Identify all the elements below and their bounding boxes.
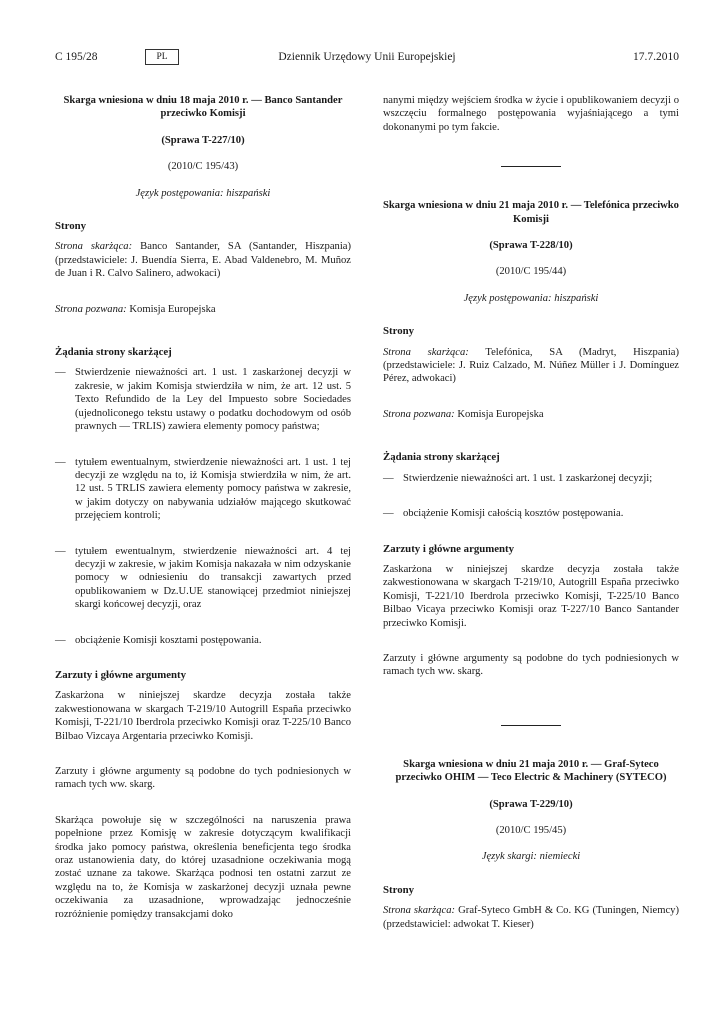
case-reference: (2010/C 195/43) <box>167 161 239 173</box>
defendant-label: Strona pozwana: <box>55 303 127 315</box>
language-of-case <box>55 187 351 200</box>
defendant-paragraph: Strona pozwana: Komisja Europejska <box>383 408 544 420</box>
right-column <box>383 94 679 931</box>
section-heading-pleas: Zarzuty i główne argumenty <box>55 668 187 681</box>
left-column <box>55 94 351 921</box>
section-heading-parties: Strony <box>55 220 86 233</box>
language-value: hiszpański <box>226 187 271 199</box>
pleas-paragraph: Zaskarżona w niniejszej skardze decyzja została także zakwestionowana w skargach T-219/10 Autogrill España przeciwko Komisji, T-221/10 Iberdrola przeciwko Komisji oraz T-225/10 Banco Bilbao Vizcaya Argentaria przeciwko Komisji. <box>55 690 351 742</box>
applicant-paragraph: Strona skarżąca: Graf-Syteco GmbH & Co. KG (Tuningen, Niemcy) (przedstawiciel: adwokat T. Kieser) <box>383 905 679 930</box>
pleas-paragraph: Zarzuty i główne argumenty są podobne do tych podniesionych w ramach tych ww. skarg. <box>55 766 351 791</box>
section-heading-parties: Strony <box>383 325 414 338</box>
case-number: (Sprawa T-229/10) <box>489 798 573 810</box>
claim-item: — Stwierdzenie nieważności art. 1 ust. 1 zaskarżonej decyzji; <box>383 472 653 484</box>
applicant-text: Banco Santander, SA (Santander, Hiszpania) (przedstawiciele: J. Buendía Sierra, E. Abad Valdenebro, M. Muñoz de Juan i R. Calvo Salinero, adwokaci) <box>55 241 351 280</box>
case-title: Skarga wniesiona w dniu 18 maja 2010 r. — Banco Santander przeciwko Komisji <box>63 95 343 120</box>
claim-item: — Stwierdzenie nieważności art. 1 ust. 1 zaskarżonej decyzji w zakresie, w jakim Komisja stwierdziła w nim, że art. 12 ust. 5 Texto Refundido de la Ley del Impuesto sobre Sociedades (ujednoliconego tekstu ustawy o podatku dochodowym od osób prawnych — TRLIS) zawiera elementy pomocy państwa; <box>55 367 351 433</box>
claim-item: — tytułem ewentualnym, stwierdzenie nieważności art. 1 ust. 1 tej decyzji ze względu na to, iż Komisja stwierdziła w nim, że art. 12 ust. 5 TRLIS zawiera elementy pomocy państwa w zakresie, w jakim dotyczy on nabywania udziałów mającego skutkować przejęciem kontroli; <box>55 456 351 522</box>
defendant-text: Komisja Europejska <box>129 303 216 315</box>
defendant-paragraph <box>55 303 351 316</box>
pleas-paragraph: Zaskarżona w niniejszej skardze decyzja została także zakwestionowana w skargach T-219/10, Autogrill España przeciwko Komisji, T-221/10 Iberdrola przeciwko Komisji, T-225/10 Banco Bilbao Vicaya przeciwko Komisji oraz T-227/10 Banco Santander przeciwko Komisji. <box>383 563 679 629</box>
claim-item: — obciążenie Komisji kosztami postępowania. <box>55 634 262 646</box>
language-code-box: PL <box>145 49 179 65</box>
doc-ref: C 195/28 <box>55 51 98 63</box>
language-of-case: Język postępowania: hiszpański <box>463 292 599 304</box>
pleas-paragraph-continued: Skarżąca powołuje się w szczególności na naruszenia prawa popełnione przez Komisję w zakresie dotyczącym kwalifikacji środka jako pomocy państwa, określenia beneficjenta tego środka oraz ustanowienia daty, do której uzasadnione oczekiwania mogą zostać uznane za takowe. Skarżąca podnosi ten ostatni zarzut ze względu na to, że Komisja w zaskarżonej decyzji uznała pewne oczekiwania za uzasadnione, wprowadzając jednocześnie rozróżnienie pomiędzy transakcjami doko <box>55 814 351 920</box>
section-heading-claims: Żądania strony skarżącej <box>383 451 500 464</box>
claim-item: — tytułem ewentualnym, stwierdzenie nieważności art. 4 tej decyzji w zakresie, w jakim Komisja nakazała w nim odzyskanie pomocy w odniesieniu do transakcji zawartych przed opublikowaniem w Dz.U.UE stanowiącej przedmiot niniejszej skargi końcowej decyzji, oraz <box>55 545 351 611</box>
claim-item: — obciążenie Komisji całością kosztów postępowania. <box>383 508 624 520</box>
page-header <box>55 51 679 69</box>
applicant-label: Strona skarżąca: <box>55 241 133 253</box>
case-number: (Sprawa T-228/10) <box>489 240 573 252</box>
case-title: Skarga wniesiona w dniu 21 maja 2010 r. — Telefónica przeciwko Komisji <box>383 200 679 225</box>
section-heading-parties: Strony <box>383 883 414 896</box>
case-reference: (2010/C 195/44) <box>495 266 567 278</box>
pleas-paragraph: Zarzuty i główne argumenty są podobne do tych podniesionych w ramach tych ww. skarg. <box>383 652 679 678</box>
pleas-paragraph-continuation: nanymi między wejściem środka w życie i opublikowaniem decyzji o wszczęciu formalnego postępowania wyjaśniającego a tymi dokonanymi po tym fakcie. <box>383 95 679 133</box>
section-heading-claims: Żądania strony skarżącej <box>55 346 172 359</box>
publication-date: 17.7.2010 <box>633 51 679 63</box>
language-of-case: Język skargi: niemiecki <box>481 851 581 863</box>
case-title: Skarga wniesiona w dniu 21 maja 2010 r. — Graf-Syteco przeciwko OHIM — Teco Electric & Machinery (SYTECO) <box>395 758 667 784</box>
section-heading-pleas: Zarzuty i główne argumenty <box>383 542 515 555</box>
journal-title: Dziennik Urzędowy Unii Europejskiej <box>278 51 456 63</box>
case-reference: (2010/C 195/45) <box>495 824 567 836</box>
applicant-paragraph: Strona skarżąca: Telefónica, SA (Madryt, Hiszpania) (przedstawiciele: J. Ruiz Calzado, M. Núñez Müller i J. Domínguez Pérez, adwokaci) <box>383 346 679 385</box>
language-label: Język postępowania: <box>135 187 224 199</box>
case-number: (Sprawa T-227/10) <box>161 134 245 146</box>
applicant-paragraph <box>55 240 351 280</box>
